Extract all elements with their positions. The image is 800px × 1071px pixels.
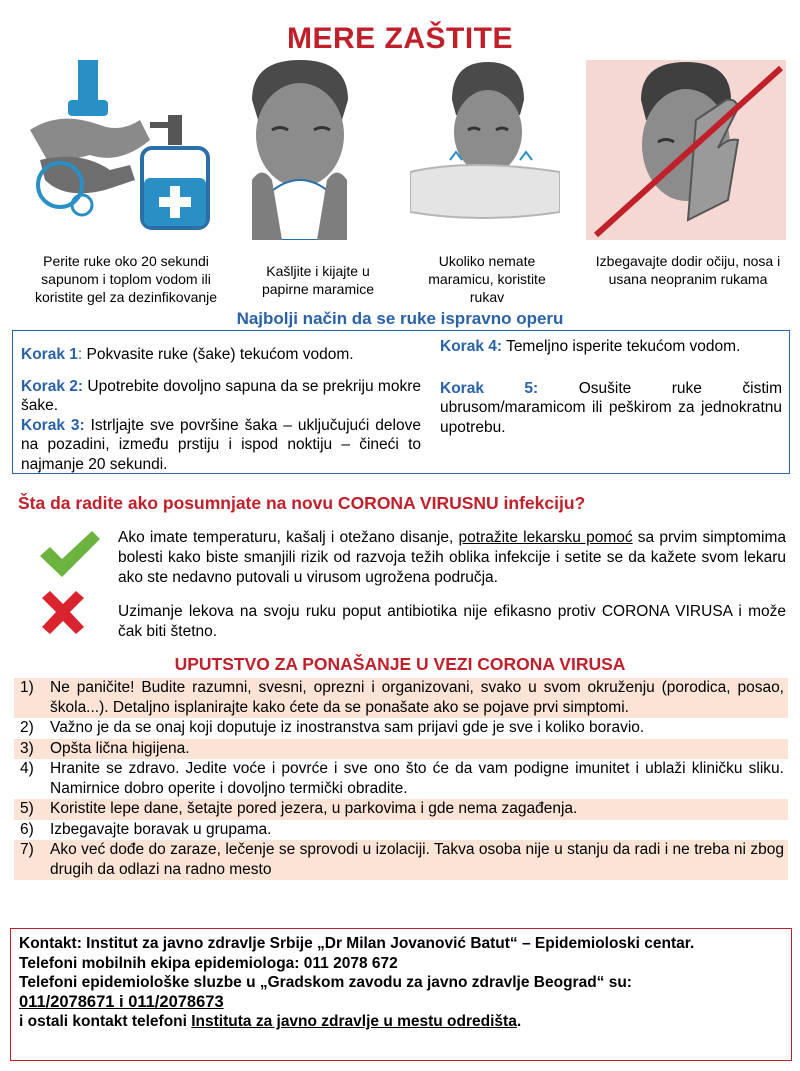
contact-city-service: Telefoni epidemiološke sluzbe u „Gradskom zavodu za javno zdravlje Beograd“ su:	[19, 974, 632, 991]
list-item: 1) Ne paničite! Budite razumni, svesni, oprezni i organizovani, svako u svom okruženju (porodica, posao, škola...). Detaljno isplanirajte kako ćete da se ponašate ako se pojave prvi simptomi.	[14, 678, 788, 718]
guide-heading: UPUTSTVO ZA PONAŠANJE U VEZI CORONA VIRUSA	[174, 654, 626, 674]
step-1: Korak 1: Pokvasite ruke (šake) tekućom vodom.	[21, 346, 354, 363]
sneeze-tissue-icon	[232, 60, 367, 240]
caption-handwash: Perite ruke oko 20 sekundi sapunom i toplom vodom ili koristite gel za dezinfikovanje	[34, 253, 218, 305]
step-2: Korak 2: Upotrebite dovoljno sapuna da se prekriju mokre šake.	[21, 377, 421, 414]
contact-box	[10, 928, 792, 1061]
handwash-steps-box	[12, 330, 790, 474]
red-x-icon	[38, 590, 88, 636]
caption-elbow: Ukoliko nemate maramicu, koristite rukav	[428, 253, 546, 305]
handwash-heading: Najbolji način da se ruke ispravno operu	[236, 309, 564, 328]
guide-list	[14, 678, 788, 880]
caption-no-face-touch: Izbegavajte dodir očiju, nosa i usana neopranim rukama	[595, 253, 781, 287]
contact-mobile-teams: Telefoni mobilnih ekipa epidemiologa: 011 2078 672	[19, 954, 398, 972]
question-heading: Šta da radite ako posumnjate na novu CORONA VIRUSNU infekciju?	[18, 493, 586, 513]
list-item: 2) Važno je da se onaj koji doputuje iz inostranstva sam prijavi gde je sve i koliko boravio.	[20, 719, 645, 736]
list-item: 5) Koristite lepe dane, šetajte pored jezera, u parkovima i gde nema zagađenja.	[14, 799, 788, 820]
step-5: Korak 5: Osušite ruke čistim ubrusom/maramicom ili peškirom za jednokratnu upotrebu.	[440, 379, 783, 436]
steps-right-column	[440, 337, 782, 437]
handwash-sanitizer-icon	[20, 60, 225, 240]
advice-do: Ako imate temperaturu, kašalj i otežano disanje, potražite lekarsku pomoć sa prvim simptomima bolesti kako biste smanjili rizik od razvoja težih oblika infekcije i setite se da kažete svom lekaru ako ste nedavno putovali u virusom ugrožena područja.	[118, 529, 786, 586]
contact-other: i ostali kontakt telefoni Instituta za javno zdravlje u mestu odredišta.	[19, 1013, 522, 1030]
list-item: 7) Ako već dođe do zaraze, lečenje se sprovodi u izolaciji. Takva osoba nije u stanju da radi i ne treba ni zbog drugih da odlazi na radno mesto	[14, 840, 788, 880]
cough-elbow-icon	[410, 60, 560, 240]
step-4: Korak 4: Temeljno isperite tekućom vodom.	[440, 338, 741, 355]
list-item: 4) Hranite se zdravo. Jedite voće i povrće i sve ono što će da vam podigne imunitet i ublaži kliničku sliku. Namirnice dobro operite i dovoljno termički obradite.	[20, 760, 784, 797]
caption-sneeze: Kašljite i kijajte u papirne maramice	[261, 263, 375, 297]
no-face-touch-icon	[586, 60, 786, 240]
contact-institute: Kontakt: Institut za javno zdravlje Srbije „Dr Milan Jovanović Batut“ – Epidemioloski centar.	[19, 935, 695, 952]
green-check-icon	[36, 530, 102, 578]
page-title: MERE ZAŠTITE	[286, 22, 513, 55]
seek-medical-help: potražite lekarsku pomoć	[458, 529, 633, 546]
list-item: 6) Izbegavajte boravak u grupama.	[20, 820, 272, 838]
contact-phone-numbers: 011/2078671 i 011/2078673	[19, 992, 224, 1011]
list-item: 3) Opšta lična higijena.	[14, 739, 788, 760]
steps-left-column	[21, 345, 421, 474]
advice-dont: Uzimanje lekova na svoju ruku poput antibiotika nije efikasno protiv CORONA VIRUSA i može čak biti štetno.	[118, 603, 786, 640]
step-3: Korak 3: Istrljajte sve površine šaka – uključujući delove na pozadini, između prstiju i ispod noktiju – čineći to najmanje 20 sekundi.	[21, 416, 421, 473]
